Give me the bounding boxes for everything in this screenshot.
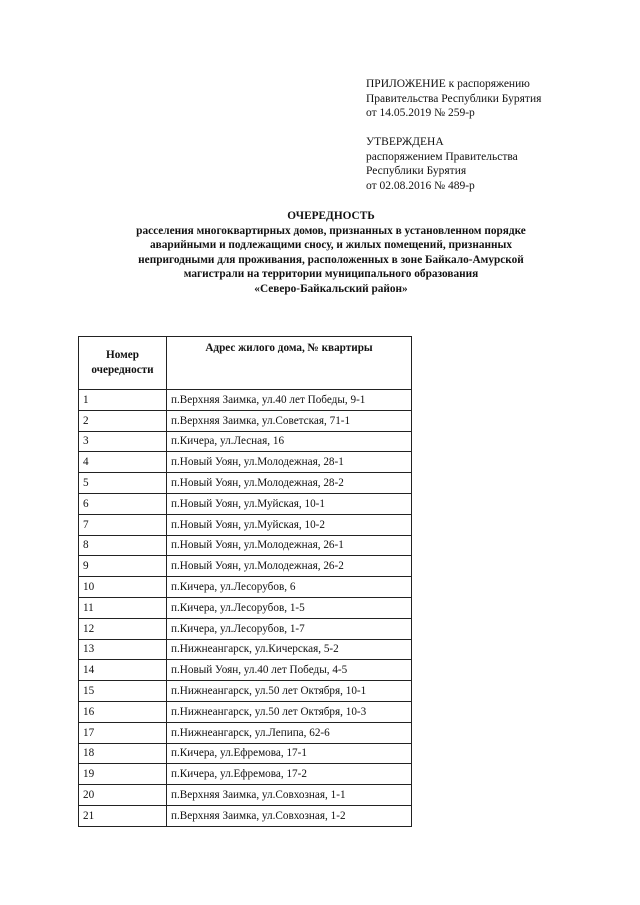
address-cell: п.Кичера, ул.Ефремова, 17-1 <box>167 743 412 764</box>
approved-line: от 02.08.2016 № 489-р <box>366 179 475 192</box>
queue-number-cell: 11 <box>79 597 167 618</box>
table-row <box>79 764 412 785</box>
document-title <box>60 209 602 297</box>
queue-number-cell: 20 <box>79 785 167 806</box>
queue-number-cell: 13 <box>79 639 167 660</box>
table-row <box>79 618 412 639</box>
queue-number-cell: 6 <box>79 493 167 514</box>
queue-number-cell: 21 <box>79 805 167 826</box>
queue-number-cell: 7 <box>79 514 167 535</box>
address-cell: п.Кичера, ул.Лесорубов, 1-5 <box>167 597 412 618</box>
address-cell: п.Новый Уоян, ул.Молодежная, 26-1 <box>167 535 412 556</box>
table-row <box>79 681 412 702</box>
table-row <box>79 473 412 494</box>
address-cell: п.Нижнеангарск, ул.Лепипа, 62-6 <box>167 722 412 743</box>
approved-header <box>366 135 518 193</box>
queue-number-cell: 14 <box>79 660 167 681</box>
table-row <box>79 597 412 618</box>
appendix-line: от 14.05.2019 № 259-р <box>366 107 475 119</box>
address-cell: п.Новый Уоян, ул.40 лет Победы, 4-5 <box>167 660 412 681</box>
queue-number-cell: 1 <box>79 390 167 411</box>
address-cell: п.Новый Уоян, ул.Муйская, 10-2 <box>167 514 412 535</box>
address-cell: п.Новый Уоян, ул.Молодежная, 28-2 <box>167 473 412 494</box>
queue-number-cell: 19 <box>79 764 167 785</box>
table-row <box>79 535 412 556</box>
address-cell: п.Верхняя Заимка, ул.40 лет Победы, 9-1 <box>167 390 412 411</box>
address-cell: п.Кичера, ул.Лесорубов, 6 <box>167 577 412 598</box>
queue-number-cell: 15 <box>79 681 167 702</box>
table-row <box>79 805 412 826</box>
address-cell: п.Верхняя Заимка, ул.Советская, 71-1 <box>167 410 412 431</box>
queue-number-cell: 10 <box>79 577 167 598</box>
address-cell: п.Новый Уоян, ул.Молодежная, 26-2 <box>167 556 412 577</box>
table-row <box>79 743 412 764</box>
queue-number-cell: 17 <box>79 722 167 743</box>
queue-number-cell: 16 <box>79 701 167 722</box>
appendix-line: ПРИЛОЖЕНИЕ к распоряжению <box>366 78 530 90</box>
queue-number-cell: 4 <box>79 452 167 473</box>
address-cell: п.Новый Уоян, ул.Муйская, 10-1 <box>167 493 412 514</box>
approved-line: распоряжением Правительства <box>366 150 518 163</box>
queue-number-cell: 12 <box>79 618 167 639</box>
table-row <box>79 410 412 431</box>
queue-number-cell: 8 <box>79 535 167 556</box>
approved-line: УТВЕРЖДЕНА <box>366 136 444 148</box>
title-line: аварийными и подлежащими сносу, и жилых помещений, признанных <box>150 239 512 252</box>
address-cell: п.Верхняя Заимка, ул.Совхозная, 1-2 <box>167 805 412 826</box>
table-row <box>79 785 412 806</box>
table-header-row <box>79 337 412 390</box>
appendix-header <box>366 77 541 121</box>
queue-number-cell: 2 <box>79 410 167 431</box>
table-row <box>79 452 412 473</box>
table-row <box>79 639 412 660</box>
title-line: расселения многоквартирных домов, признанных в установленном порядке <box>136 224 526 237</box>
table-row <box>79 556 412 577</box>
title-line: непригодными для проживания, расположенных в зоне Байкало-Амурской <box>138 253 524 266</box>
table-row <box>79 431 412 452</box>
address-cell: п.Нижнеангарск, ул.50 лет Октября, 10-1 <box>167 681 412 702</box>
table-row <box>79 390 412 411</box>
address-cell: п.Кичера, ул.Ефремова, 17-2 <box>167 764 412 785</box>
address-cell: п.Верхняя Заимка, ул.Совхозная, 1-1 <box>167 785 412 806</box>
table-row <box>79 660 412 681</box>
address-cell: п.Кичера, ул.Лесорубов, 1-7 <box>167 618 412 639</box>
address-cell: п.Нижнеангарск, ул.Кичерская, 5-2 <box>167 639 412 660</box>
table-row <box>79 722 412 743</box>
title-line: «Северо-Байкальский район» <box>254 282 408 295</box>
title-line: магистрали на территории муниципального образования <box>183 268 479 281</box>
appendix-line: Правительства Республики Бурятия <box>366 92 542 105</box>
table-body <box>79 390 412 827</box>
header-number: Номер очередности <box>79 337 167 390</box>
table-row <box>79 577 412 598</box>
address-cell: п.Нижнеангарск, ул.50 лет Октября, 10-3 <box>167 701 412 722</box>
header-address: Адрес жилого дома, № квартиры <box>167 337 412 390</box>
queue-number-cell: 5 <box>79 473 167 494</box>
queue-number-cell: 18 <box>79 743 167 764</box>
queue-table <box>78 336 412 827</box>
table-row <box>79 701 412 722</box>
approved-line: Республики Бурятия <box>366 165 467 177</box>
queue-number-cell: 9 <box>79 556 167 577</box>
title-line: ОЧЕРЕДНОСТЬ <box>287 210 375 222</box>
table-row <box>79 514 412 535</box>
queue-number-cell: 3 <box>79 431 167 452</box>
address-cell: п.Кичера, ул.Лесная, 16 <box>167 431 412 452</box>
table-row <box>79 493 412 514</box>
address-cell: п.Новый Уоян, ул.Молодежная, 28-1 <box>167 452 412 473</box>
